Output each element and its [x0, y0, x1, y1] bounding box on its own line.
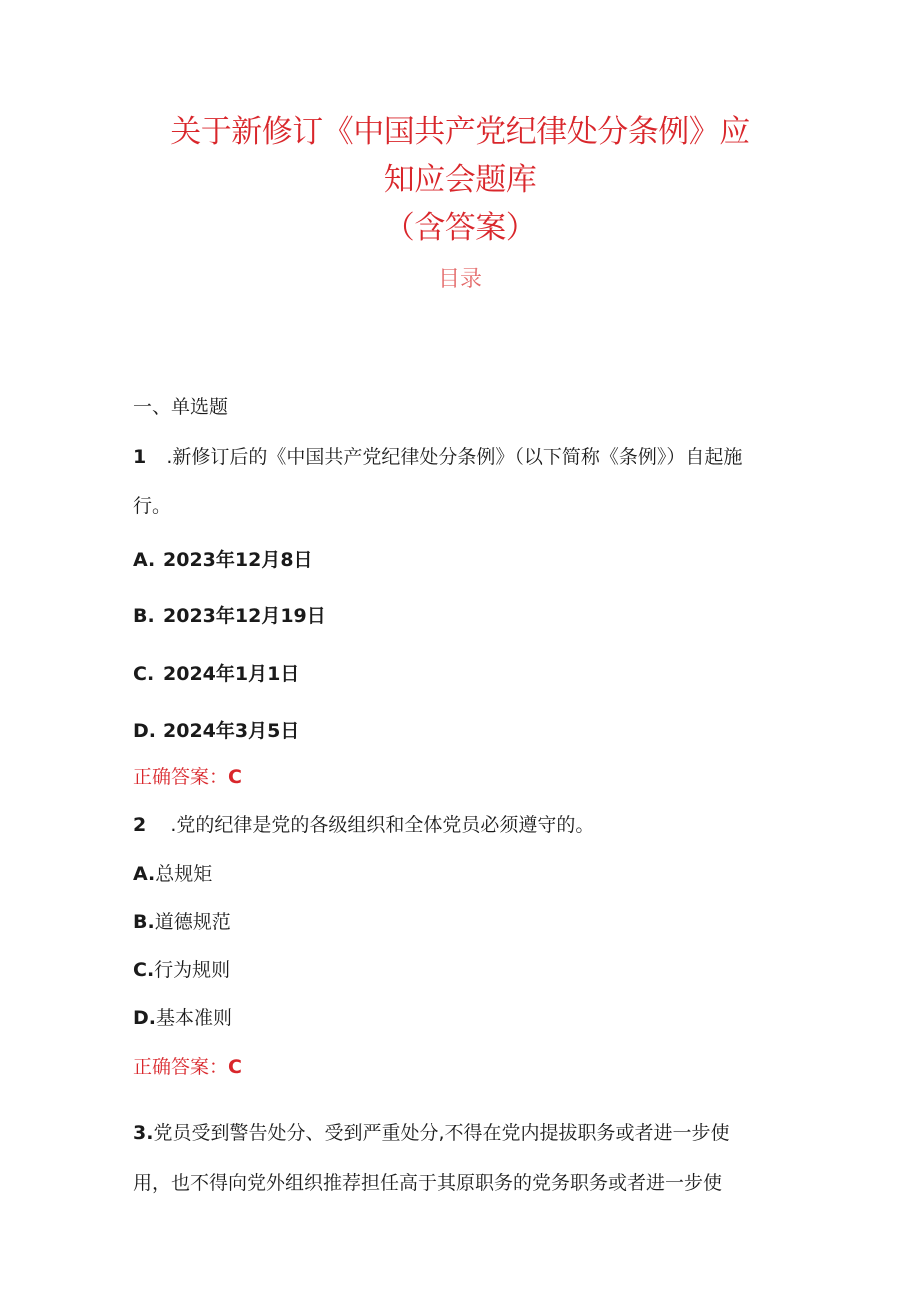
- question-2-option-b: B.道德规范: [133, 911, 231, 933]
- question-1-option-c: C. 2024年1月1日: [133, 663, 300, 685]
- question-3-line-2: 用，也不得向党外组织推荐担任高于其原职务的党务职务或者进一步使: [133, 1172, 723, 1194]
- title-line-3: （含答案）: [383, 210, 537, 246]
- title-line-1: 关于新修订《中国共产党纪律处分条例》应: [170, 114, 750, 150]
- question-text: .党的纪律是党的各级组织和全体党员必须遵守的。: [170, 814, 595, 836]
- question-1-option-a: A. 2023年12月8日: [133, 549, 313, 571]
- title-line-2: 知应会题库: [383, 162, 537, 198]
- question-2-answer: 正确答案：C: [133, 1056, 242, 1078]
- question-2-line-1: [133, 810, 594, 837]
- question-2-option-d: D.基本准则: [133, 1007, 233, 1029]
- question-2-option-c: C.行为规则: [133, 959, 231, 981]
- table-of-contents-heading: 目录: [437, 267, 482, 292]
- question-1-line-1: [133, 442, 742, 469]
- section-heading: 一、单选题: [133, 396, 229, 418]
- question-3-line-1: [133, 1118, 730, 1145]
- question-text: .新修订后的《中国共产党纪律处分条例》（以下简称《条例》）自起施: [166, 446, 743, 468]
- question-1-answer: 正确答案：C: [133, 766, 242, 788]
- question-number: 3.: [133, 1122, 154, 1144]
- question-text: 党员受到警告处分、受到严重处分,不得在党内提拔职务或者进一步使: [153, 1122, 730, 1144]
- question-number: 2: [133, 814, 147, 836]
- question-1-option-b: B. 2023年12月19日: [133, 605, 326, 627]
- document-title: [0, 108, 920, 252]
- question-2-option-a: A.总规矩: [133, 863, 213, 885]
- question-1-option-d: D. 2024年3月5日: [133, 720, 300, 742]
- question-1-line-2: 行。: [133, 495, 172, 517]
- question-number: 1: [133, 446, 147, 468]
